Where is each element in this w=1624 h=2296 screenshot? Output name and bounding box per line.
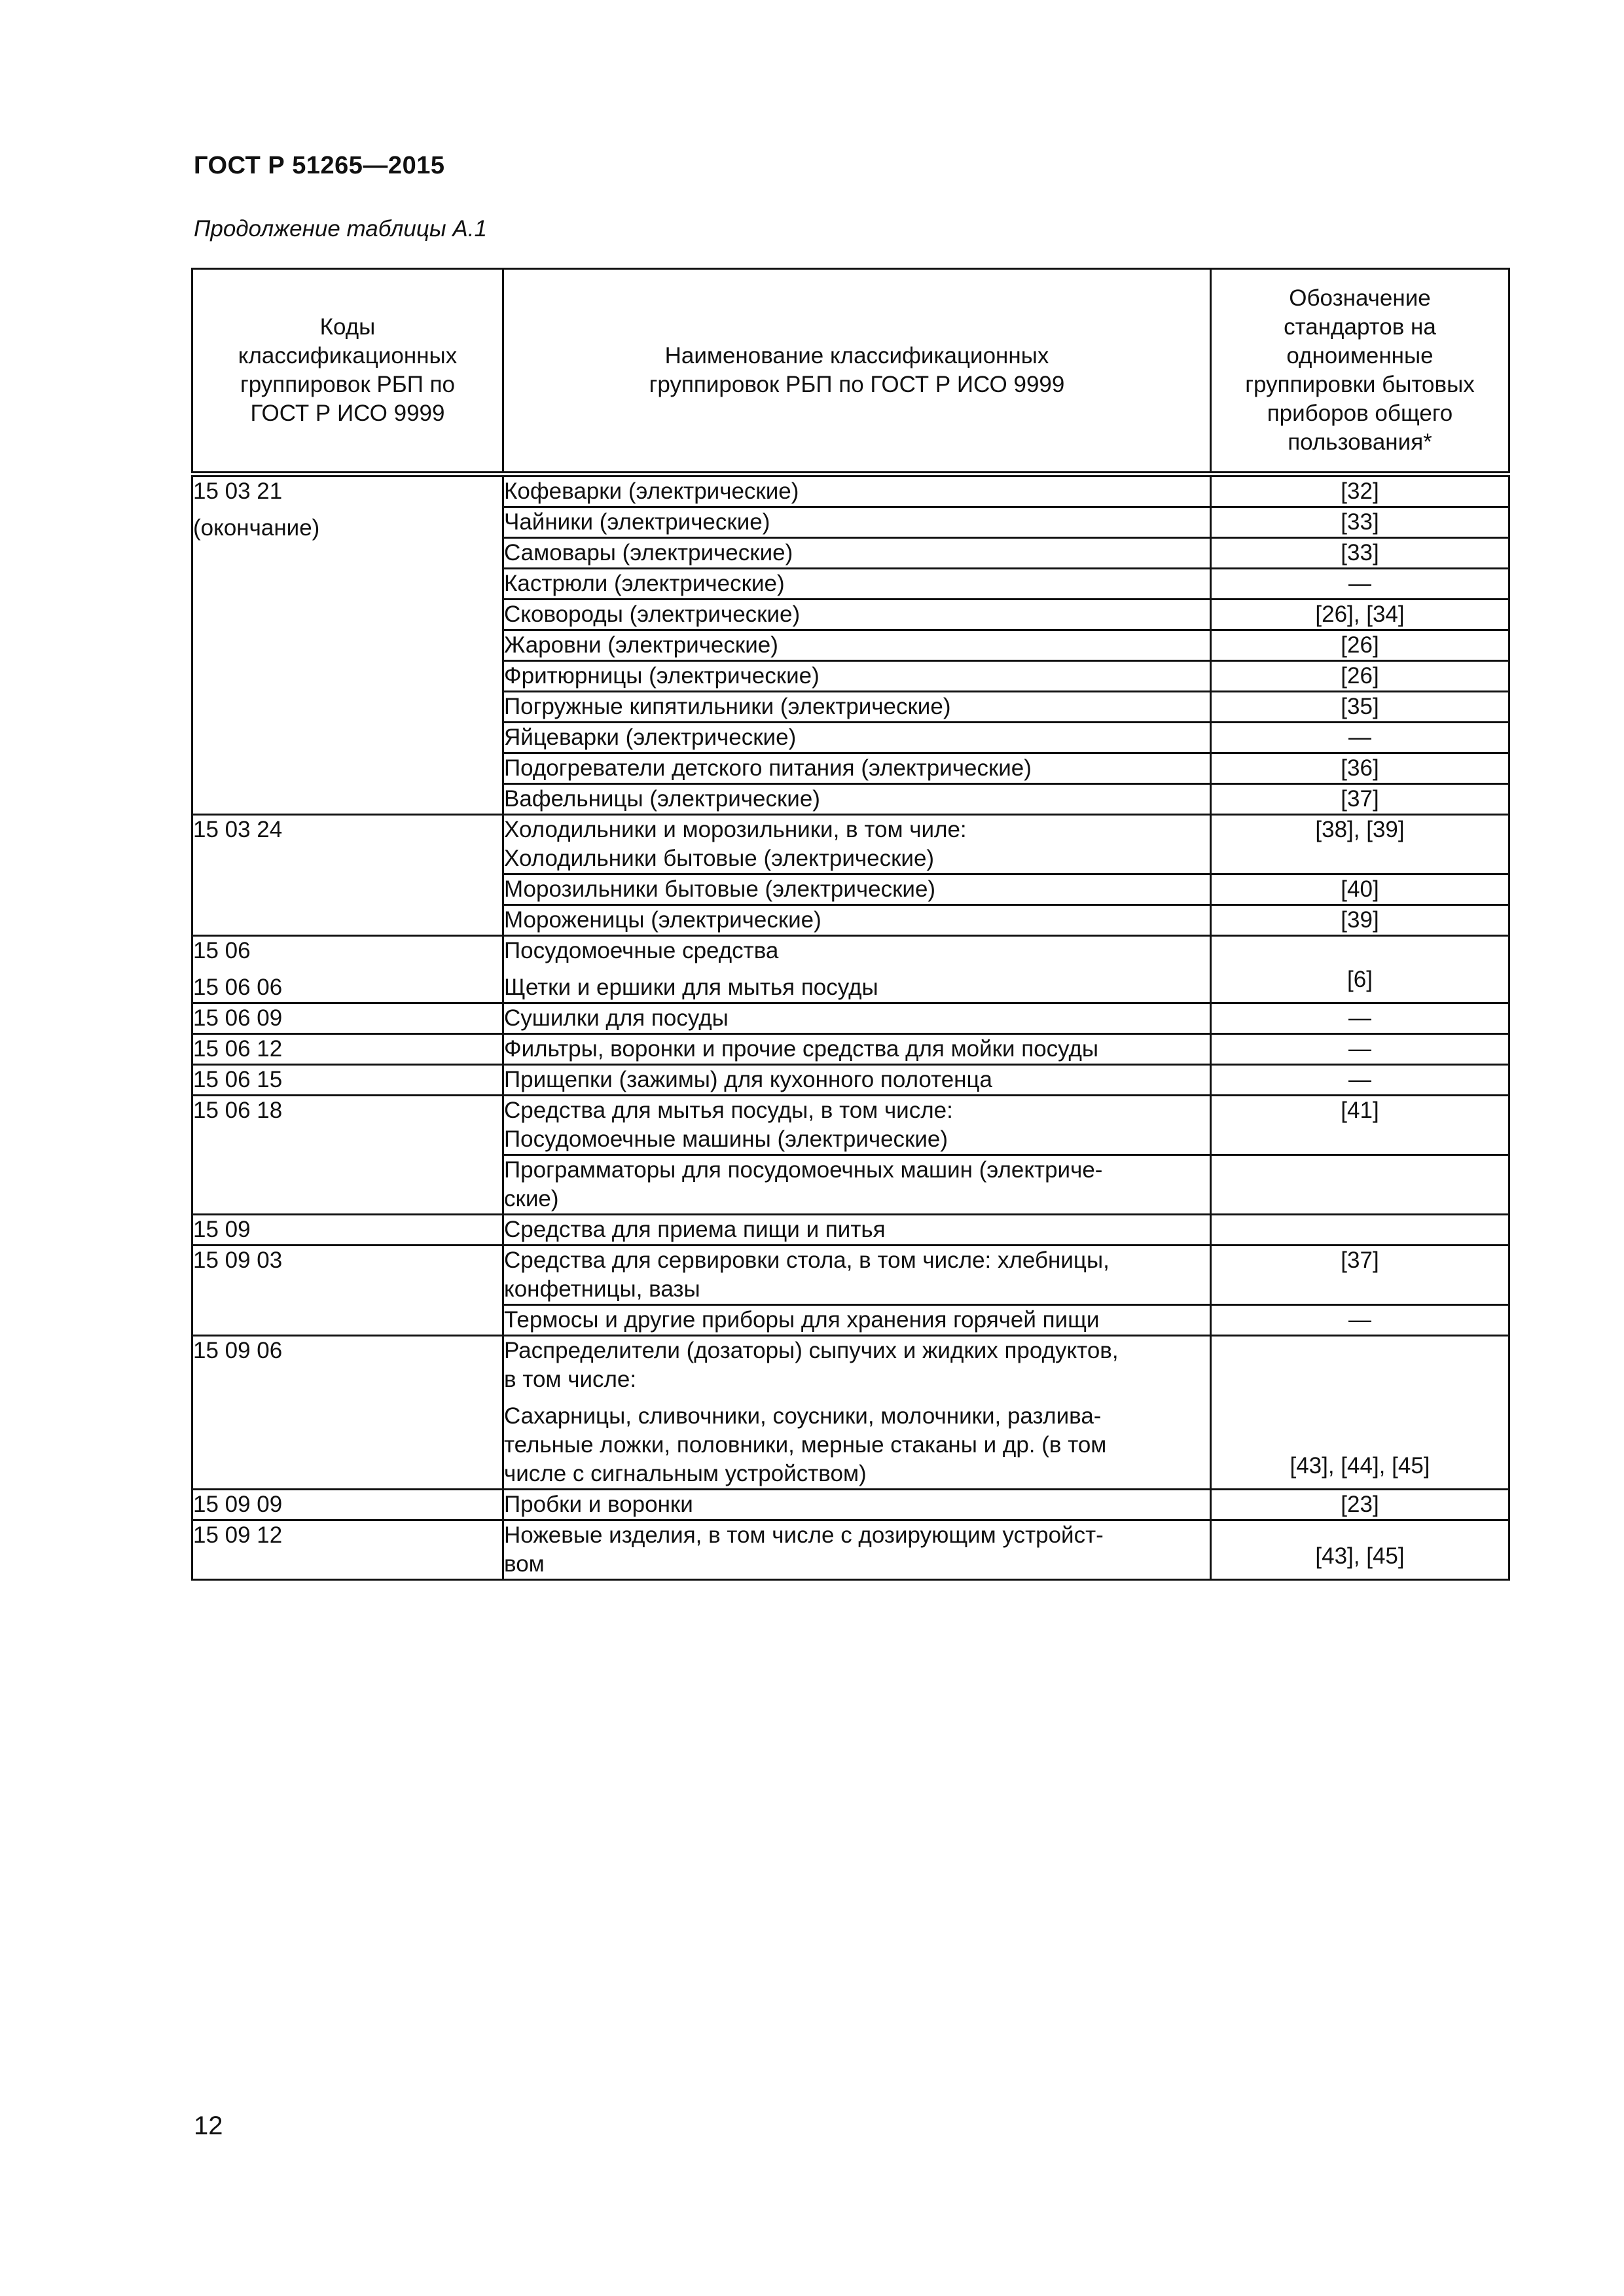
column-header-codes bbox=[192, 269, 503, 475]
name-cell: Средства для приема пищи и питья bbox=[503, 1215, 1211, 1246]
code-cell bbox=[192, 475, 503, 815]
name-line: Программаторы для посудомоечных машин (электриче- bbox=[504, 1157, 1103, 1183]
table-row bbox=[192, 1003, 1509, 1034]
header-line: пользования* bbox=[1288, 429, 1432, 455]
ref-cell: [6] bbox=[1211, 936, 1509, 1003]
ref-cell: — bbox=[1211, 723, 1509, 753]
column-header-names bbox=[503, 269, 1211, 475]
name-cell: Погружные кипятильники (электрические) bbox=[503, 692, 1211, 723]
ref-cell: — bbox=[1211, 1305, 1509, 1336]
table-row bbox=[192, 936, 1509, 1003]
code-text: 15 06 06 bbox=[193, 975, 283, 1000]
name-cell bbox=[503, 1520, 1211, 1580]
ref-cell: — bbox=[1211, 1065, 1509, 1096]
name-cell: Кастрюли (электрические) bbox=[503, 569, 1211, 600]
name-cell bbox=[503, 1096, 1211, 1155]
table-row bbox=[192, 1215, 1509, 1246]
name-cell: Вафельницы (электрические) bbox=[503, 784, 1211, 815]
name-line: Щетки и ершики для мытья посуды bbox=[504, 975, 878, 1000]
name-line: вом bbox=[504, 1551, 545, 1577]
table-row bbox=[192, 1490, 1509, 1520]
ref-cell: [33] bbox=[1211, 507, 1509, 538]
name-cell: Мороженицы (электрические) bbox=[503, 905, 1211, 936]
code-note: (окончание) bbox=[193, 515, 320, 541]
table-row bbox=[192, 1065, 1509, 1096]
ref-cell: [38], [39] bbox=[1211, 815, 1509, 874]
name-cell bbox=[503, 1246, 1211, 1305]
ref-cell: — bbox=[1211, 569, 1509, 600]
ref-cell: [26] bbox=[1211, 630, 1509, 661]
name-cell: Самовары (электрические) bbox=[503, 538, 1211, 569]
code-cell: 15 09 bbox=[192, 1215, 503, 1246]
code-cell: 15 06 15 bbox=[192, 1065, 503, 1096]
name-line: Средства для мытья посуды, в том числе: bbox=[504, 1098, 953, 1123]
name-line: Посудомоечные средства bbox=[504, 938, 779, 963]
table-header-row bbox=[192, 269, 1509, 475]
ref-cell: — bbox=[1211, 1003, 1509, 1034]
ref-cell: — bbox=[1211, 1034, 1509, 1065]
header-line: одноименные bbox=[1286, 343, 1434, 368]
name-cell: Яйцеварки (электрические) bbox=[503, 723, 1211, 753]
ref-cell bbox=[1211, 1155, 1509, 1215]
name-cell bbox=[503, 815, 1211, 874]
name-line: числе с сигнальным устройством) bbox=[504, 1461, 867, 1486]
name-line: Холодильники и морозильники, в том чиле: bbox=[504, 817, 967, 842]
name-cell: Сковороды (электрические) bbox=[503, 600, 1211, 630]
code-cell: 15 09 06 bbox=[192, 1336, 503, 1490]
name-line: Ножевые изделия, в том числе с дозирующим устройст- bbox=[504, 1522, 1104, 1548]
table-row bbox=[192, 1520, 1509, 1580]
name-cell bbox=[503, 1336, 1211, 1490]
name-line: Средства для сервировки стола, в том числе: хлебницы, bbox=[504, 1247, 1110, 1273]
code-cell: 15 09 03 bbox=[192, 1246, 503, 1336]
ref-cell bbox=[1211, 1215, 1509, 1246]
name-line: Сахарницы, сливочники, соусники, молочники, разлива- bbox=[504, 1403, 1102, 1429]
code-cell: 15 09 09 bbox=[192, 1490, 503, 1520]
name-cell: Фритюрницы (электрические) bbox=[503, 661, 1211, 692]
ref-cell: [41] bbox=[1211, 1096, 1509, 1155]
ref-cell: [36] bbox=[1211, 753, 1509, 784]
header-line: стандартов на bbox=[1284, 314, 1436, 340]
ref-cell: [35] bbox=[1211, 692, 1509, 723]
name-cell: Жаровни (электрические) bbox=[503, 630, 1211, 661]
code-cell: 15 06 18 bbox=[192, 1096, 503, 1215]
header-line: группировки бытовых bbox=[1245, 372, 1475, 397]
code-cell: 15 06 09 bbox=[192, 1003, 503, 1034]
name-line: конфетницы, вазы bbox=[504, 1276, 700, 1302]
ref-cell: [26] bbox=[1211, 661, 1509, 692]
table-row bbox=[192, 1034, 1509, 1065]
ref-cell: [43], [44], [45] bbox=[1211, 1336, 1509, 1490]
ref-cell: [37] bbox=[1211, 784, 1509, 815]
table-row bbox=[192, 815, 1509, 874]
column-header-standards bbox=[1211, 269, 1509, 475]
name-cell: Сушилки для посуды bbox=[503, 1003, 1211, 1034]
header-line: классификационных bbox=[238, 343, 458, 368]
name-cell: Прищепки (зажимы) для кухонного полотенца bbox=[503, 1065, 1211, 1096]
name-line: ские) bbox=[504, 1186, 559, 1211]
header-line: Обозначение bbox=[1289, 285, 1431, 311]
ref-cell: [40] bbox=[1211, 874, 1509, 905]
ref-cell: [43], [45] bbox=[1211, 1520, 1509, 1580]
name-line: Холодильники бытовые (электрические) bbox=[504, 846, 935, 871]
name-cell: Фильтры, воронки и прочие средства для мойки посуды bbox=[503, 1034, 1211, 1065]
ref-cell: [32] bbox=[1211, 475, 1509, 507]
ref-cell: [39] bbox=[1211, 905, 1509, 936]
code-cell bbox=[192, 936, 503, 1003]
header-line: группировок РБП по bbox=[240, 372, 456, 397]
header-line: ГОСТ Р ИСО 9999 bbox=[250, 401, 445, 426]
classification-table bbox=[191, 268, 1510, 1581]
name-cell bbox=[503, 1155, 1211, 1215]
table-row bbox=[192, 475, 1509, 507]
code-cell: 15 03 24 bbox=[192, 815, 503, 936]
header-line: Наименование классификационных bbox=[664, 343, 1049, 368]
page-number: 12 bbox=[194, 2111, 223, 2140]
name-cell bbox=[503, 936, 1211, 1003]
code-cell: 15 09 12 bbox=[192, 1520, 503, 1580]
code-cell: 15 06 12 bbox=[192, 1034, 503, 1065]
name-cell: Кофеварки (электрические) bbox=[503, 475, 1211, 507]
document-title: ГОСТ Р 51265—2015 bbox=[194, 152, 445, 179]
code-text: 15 03 21 bbox=[193, 478, 283, 504]
table-caption: Продолжение таблицы А.1 bbox=[194, 216, 487, 242]
ref-cell: [37] bbox=[1211, 1246, 1509, 1305]
name-line: Распределители (дозаторы) сыпучих и жидких продуктов, bbox=[504, 1338, 1119, 1363]
header-line: приборов общего bbox=[1267, 401, 1453, 426]
name-line: в том числе: bbox=[504, 1367, 637, 1392]
name-line: тельные ложки, половники, мерные стаканы и др. (в том bbox=[504, 1432, 1107, 1458]
ref-cell: [33] bbox=[1211, 538, 1509, 569]
ref-cell: [23] bbox=[1211, 1490, 1509, 1520]
name-line: Посудомоечные машины (электрические) bbox=[504, 1126, 948, 1152]
ref-cell: [26], [34] bbox=[1211, 600, 1509, 630]
code-text: 15 06 bbox=[193, 938, 251, 963]
name-cell: Термосы и другие приборы для хранения горячей пищи bbox=[503, 1305, 1211, 1336]
table-row bbox=[192, 1336, 1509, 1490]
name-cell: Пробки и воронки bbox=[503, 1490, 1211, 1520]
name-cell: Морозильники бытовые (электрические) bbox=[503, 874, 1211, 905]
table-row bbox=[192, 1246, 1509, 1305]
name-cell: Подогреватели детского питания (электрические) bbox=[503, 753, 1211, 784]
header-line: группировок РБП по ГОСТ Р ИСО 9999 bbox=[649, 372, 1065, 397]
table-row bbox=[192, 1096, 1509, 1155]
name-cell: Чайники (электрические) bbox=[503, 507, 1211, 538]
header-line: Коды bbox=[319, 314, 376, 340]
